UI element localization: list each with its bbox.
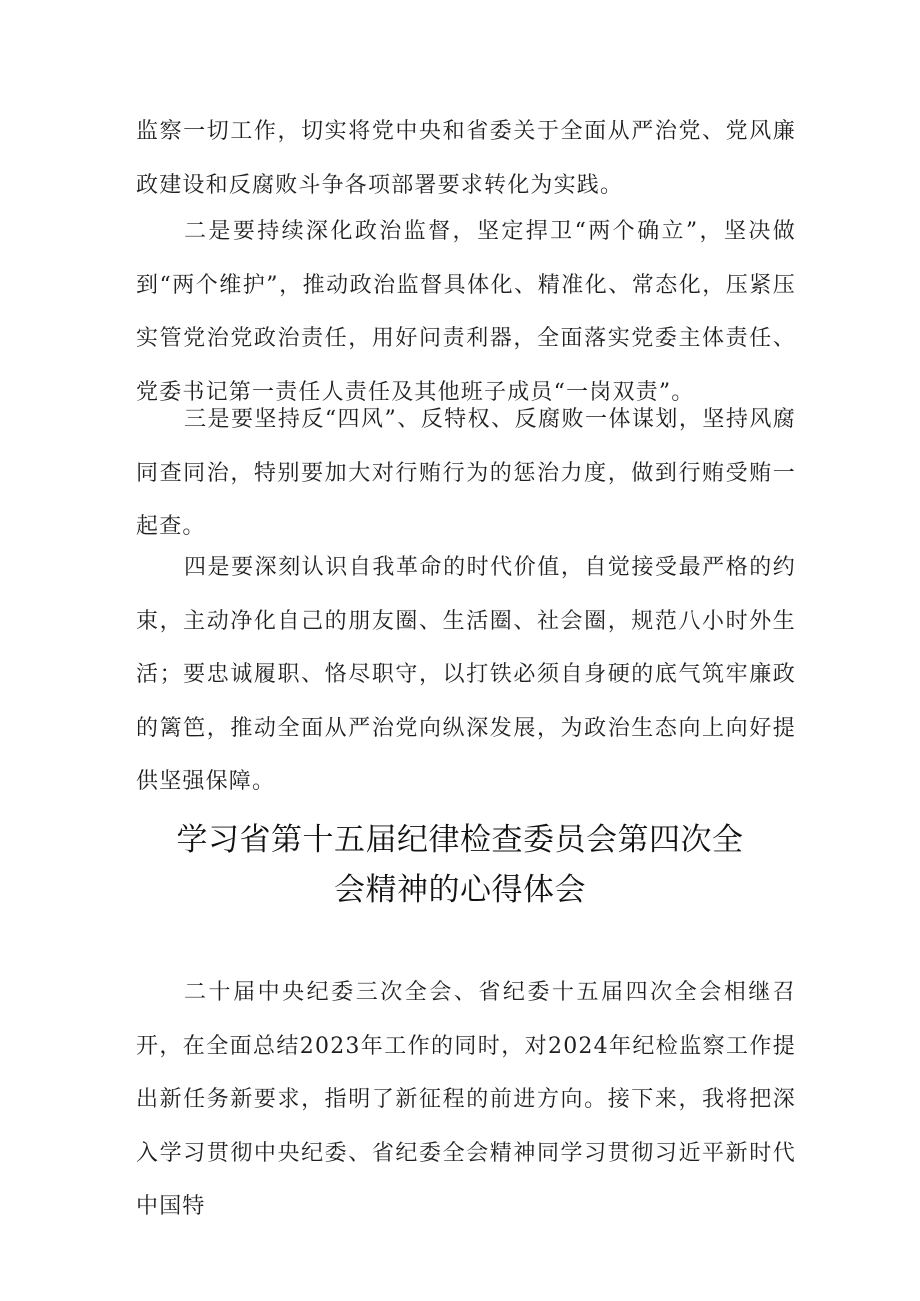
paragraph-point-four: 四是要深刻认识自我革命的时代价值，自觉接受最严格的约束，主动净化自己的朋友圈、生活圈、社会圈，规范八小时外生活；要忠诚履职、恪尽职守，以打铁必须自身硬的底气筑牢廉政的篱笆，推动全面从严治党向纵深发展，为政治生态向上向好提供坚强保障。 — [136, 555, 796, 794]
paragraph-point-two: 二是要持续深化政治监督，坚定捍卫“两个确立”，坚决做到“两个维护”，推动政治监督具体化、精准化、常态化，压紧压实管党治党政治责任，用好问责利器，全面落实党委主体责任、党委书记第一责任人责任及其他班子成员“一岗双责”。 — [136, 219, 796, 405]
article-title-line-1: 学习省第十五届纪律检查委员会第四次全 — [176, 822, 744, 858]
paragraph-continuation: 监察一切工作，切实将党中央和省委关于全面从严治党、党风廉政建设和反腐败斗争各项部署要求转化为实践。 — [136, 119, 796, 198]
paragraph-point-three: 三是要坚持反“四风”、反特权、反腐败一体谋划，坚持风腐同查同治，特别要加大对行贿行为的惩治力度，做到行贿受贿一起查。 — [136, 407, 796, 539]
article-title-line-2: 会精神的心得体会 — [334, 872, 586, 908]
article-title — [100, 815, 820, 915]
paragraph-intro: 二十届中央纪委三次全会、省纪委十五届四次全会相继召开，在全面总结2023年工作的同时，对2024年纪检监察工作提出新任务新要求，指明了新征程的前进方向。接下来，我将把深入学习贯彻中央纪委、省纪委全会精神同学习贯彻习近平新时代中国特 — [136, 980, 796, 1219]
